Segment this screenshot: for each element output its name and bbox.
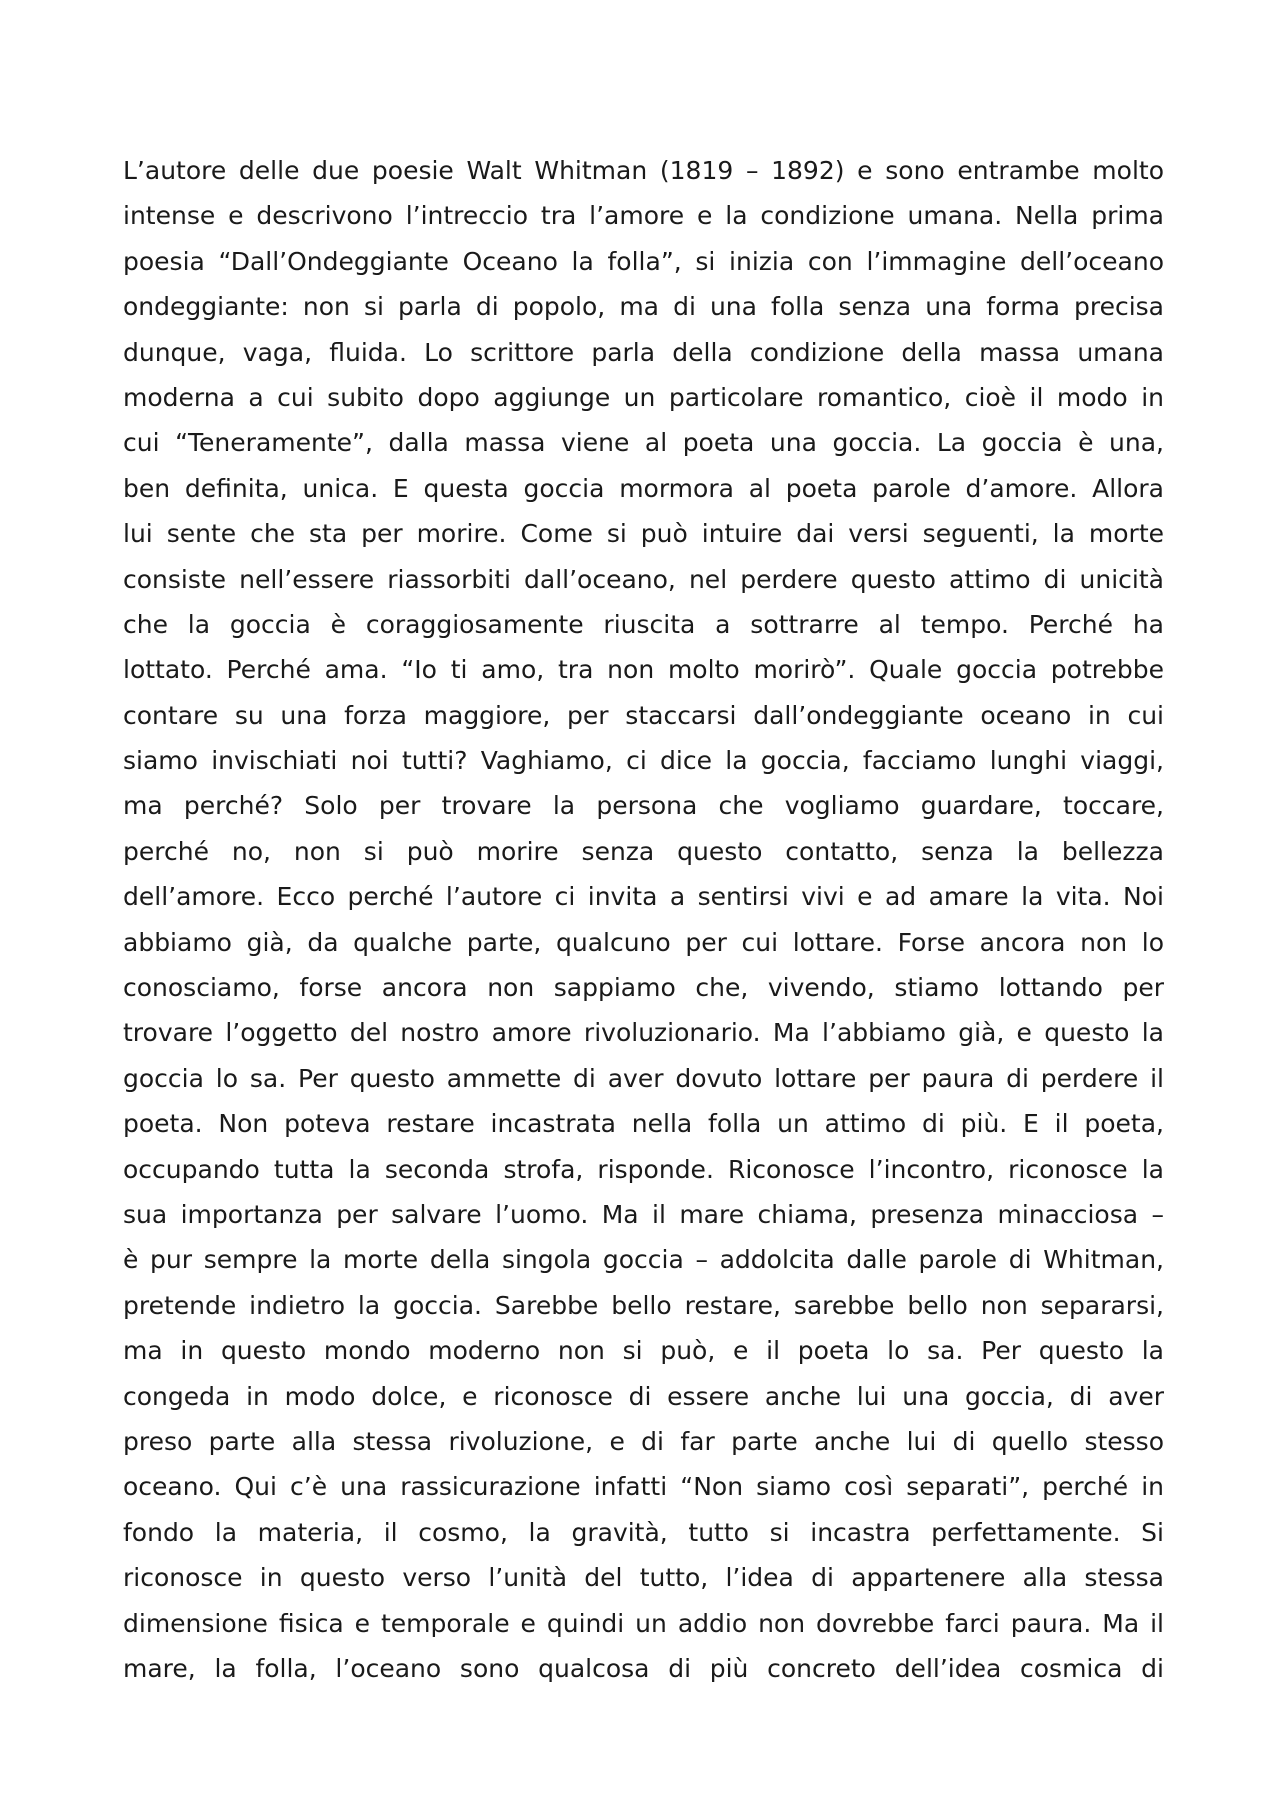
text-line: oceano. Qui c’è una rassicurazione infatti “Non siamo così separati”, perché in: [123, 1472, 1164, 1502]
text-line: trovare l’oggetto del nostro amore rivoluzionario. Ma l’abbiamo già, e questo la: [123, 1018, 1164, 1048]
body-paragraph: [123, 148, 1164, 1691]
text-line: che la goccia è coraggiosamente riuscita a sottrarre al tempo. Perché ha: [123, 609, 1164, 639]
text-line: L’autore delle due poesie Walt Whitman (1819 – 1892) e sono entrambe molto: [123, 156, 1164, 185]
text-line: fondo la materia, il cosmo, la gravità, tutto si incastra perfettamente. Si: [123, 1517, 1164, 1547]
text-line: preso parte alla stessa rivoluzione, e di far parte anche lui di quello stesso: [123, 1426, 1164, 1456]
text-line: cui “Teneramente”, dalla massa viene al poeta una goccia. La goccia è una,: [123, 428, 1164, 458]
text-line: pretende indietro la goccia. Sarebbe bello restare, sarebbe bello non separarsi,: [123, 1290, 1164, 1320]
text-line: lottato. Perché ama. “Io ti amo, tra non molto morirò”. Quale goccia potrebbe: [123, 655, 1164, 685]
text-line: conosciamo, forse ancora non sappiamo che, vivendo, stiamo lottando per: [123, 973, 1164, 1003]
text-line: dunque, vaga, fluida. Lo scrittore parla della condizione della massa umana: [123, 337, 1164, 367]
text-line: abbiamo già, da qualche parte, qualcuno per cui lottare. Forse ancora non lo: [123, 927, 1164, 957]
text-line: contare su una forza maggiore, per staccarsi dall’ondeggiante oceano in cui: [123, 700, 1164, 730]
text-line: siamo invischiati noi tutti? Vaghiamo, ci dice la goccia, facciamo lunghi viaggi,: [123, 746, 1164, 776]
text-line: sua importanza per salvare l’uomo. Ma il mare chiama, presenza minacciosa –: [123, 1199, 1164, 1229]
text-line: goccia lo sa. Per questo ammette di aver dovuto lottare per paura di perdere il: [123, 1063, 1164, 1093]
text-line: ma in questo mondo moderno non si può, e il poeta lo sa. Per questo la: [123, 1336, 1164, 1366]
text-line: intense e descrivono l’intreccio tra l’amore e la condizione umana. Nella prima: [123, 201, 1164, 231]
text-line: moderna a cui subito dopo aggiunge un particolare romantico, cioè il modo in: [123, 382, 1164, 412]
text-line: è pur sempre la morte della singola goccia – addolcita dalle parole di Whitman,: [123, 1245, 1164, 1275]
text-line: consiste nell’essere riassorbiti dall’oceano, nel perdere questo attimo di unicità: [123, 564, 1164, 594]
text-line: mare, la folla, l’oceano sono qualcosa di più concreto dell’idea cosmica di: [123, 1653, 1164, 1683]
text-line: poeta. Non poteva restare incastrata nella folla un attimo di più. E il poeta,: [123, 1109, 1164, 1139]
text-line: riconosce in questo verso l’unità del tutto, l’idea di appartenere alla stessa: [123, 1563, 1164, 1593]
text-line: ben definita, unica. E questa goccia mormora al poeta parole d’amore. Allora: [123, 473, 1164, 503]
text-line: dimensione fisica e temporale e quindi un addio non dovrebbe farci paura. Ma il: [123, 1608, 1164, 1638]
text-line: ondeggiante: non si parla di popolo, ma di una folla senza una forma precisa: [123, 292, 1164, 322]
text-line: ma perché? Solo per trovare la persona che vogliamo guardare, toccare,: [123, 791, 1164, 821]
text-line: congeda in modo dolce, e riconosce di essere anche lui una goccia, di aver: [123, 1381, 1164, 1411]
text-line: perché no, non si può morire senza questo contatto, senza la bellezza: [123, 836, 1164, 866]
text-line: poesia “Dall’Ondeggiante Oceano la folla”, si inizia con l’immagine dell’oceano: [123, 246, 1164, 276]
text-line: dell’amore. Ecco perché l’autore ci invita a sentirsi vivi e ad amare la vita. Noi: [123, 882, 1164, 912]
text-line: lui sente che sta per morire. Come si può intuire dai versi seguenti, la morte: [123, 519, 1164, 549]
text-line: occupando tutta la seconda strofa, risponde. Riconosce l’incontro, riconosce la: [123, 1154, 1164, 1184]
